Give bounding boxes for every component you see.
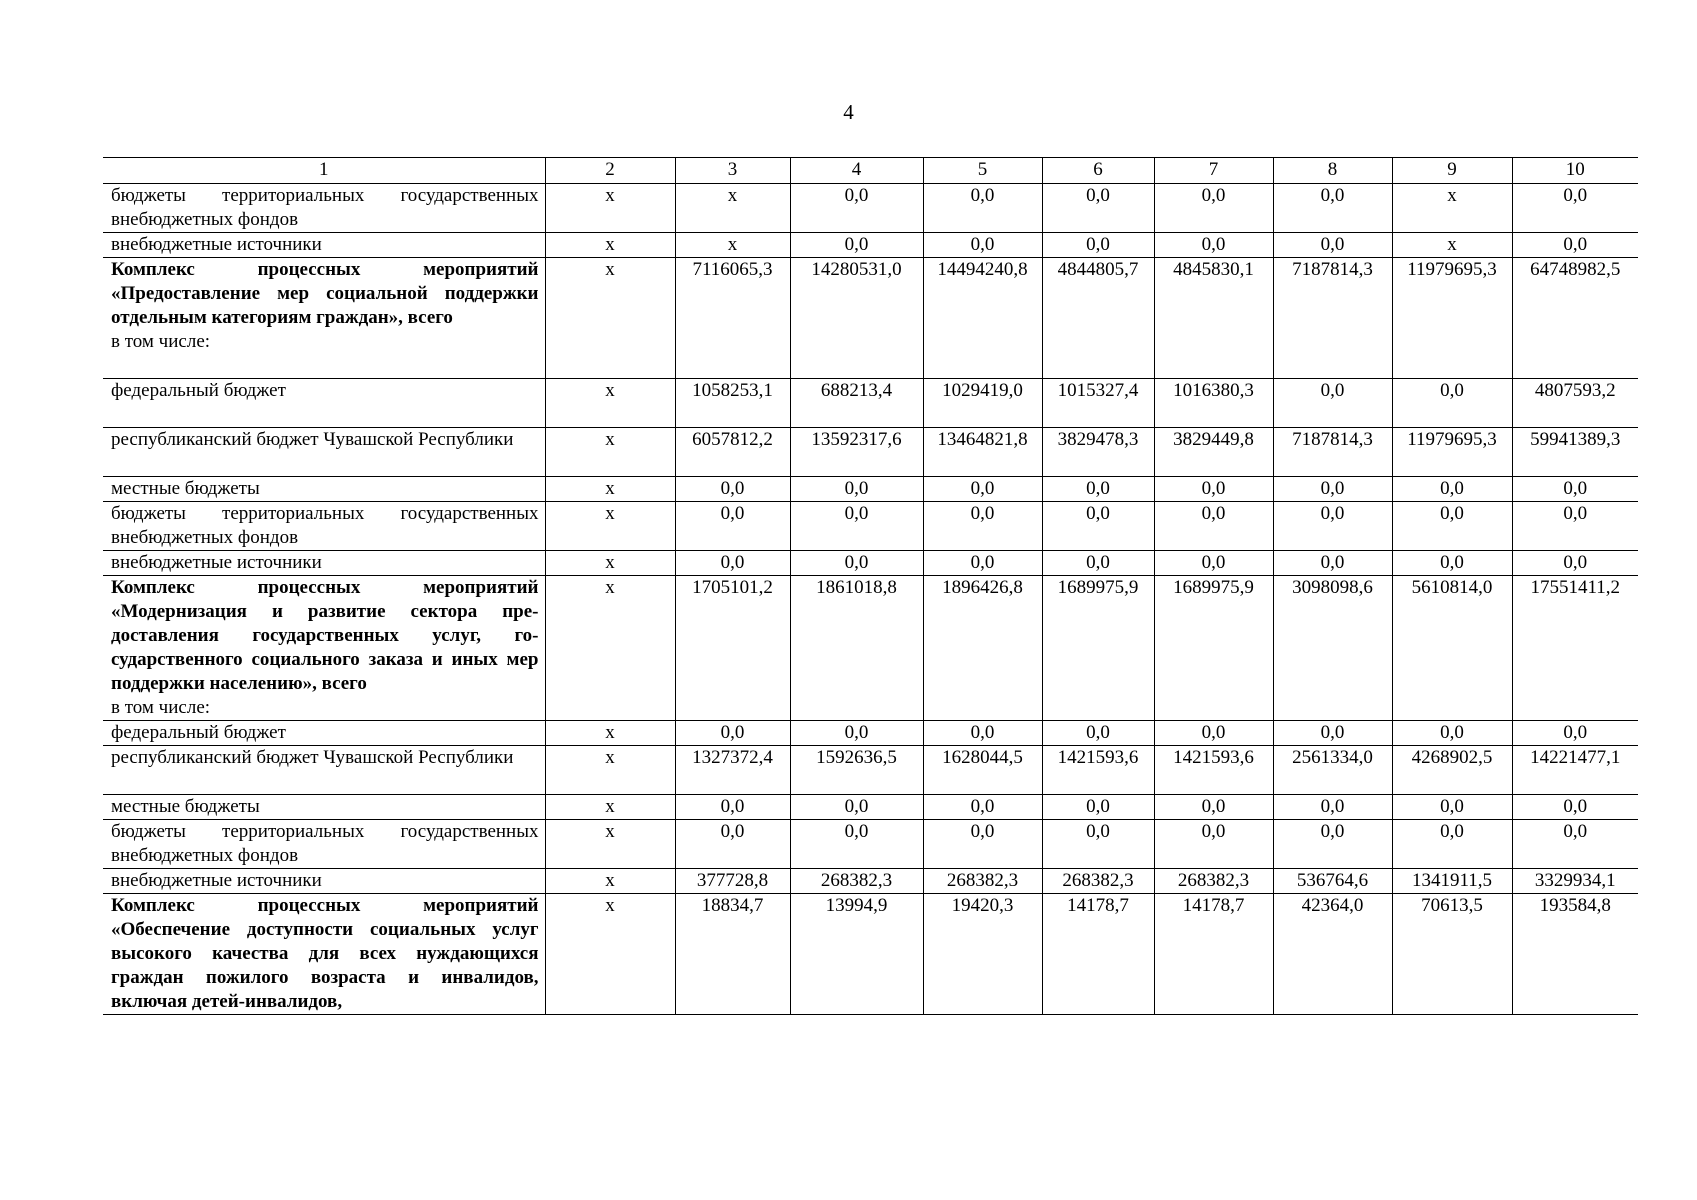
value-cell: 0,0 <box>1392 820 1512 869</box>
value-cell: 14280531,0 <box>790 258 923 379</box>
row-label-text: Комплекс процессных мероприятий «Предоставление мер социальной поддержки отдельным категориям граждан», всего <box>111 259 539 328</box>
value-cell: 4268902,5 <box>1392 746 1512 795</box>
value-cell: 0,0 <box>1042 502 1154 551</box>
table-row <box>103 428 1638 477</box>
row-label <box>103 820 545 869</box>
value-cell: 4845830,1 <box>1154 258 1273 379</box>
value-cell: x <box>675 184 790 233</box>
row-label-text: федеральный бюджет <box>111 722 286 743</box>
value-cell: 1029419,0 <box>923 379 1042 428</box>
table-row <box>103 820 1638 869</box>
row-label-text: бюджеты территориальных государственных внебюджетных фондов <box>111 185 539 230</box>
column-number: 4 <box>790 158 923 184</box>
value-cell: 1628044,5 <box>923 746 1042 795</box>
value-cell: 0,0 <box>1512 795 1638 820</box>
value-cell: 3829478,3 <box>1042 428 1154 477</box>
value-cell: 0,0 <box>1042 795 1154 820</box>
value-cell: 14178,7 <box>1042 894 1154 1015</box>
value-cell: 688213,4 <box>790 379 923 428</box>
value-cell: 42364,0 <box>1273 894 1392 1015</box>
value-cell: 0,0 <box>675 820 790 869</box>
column-number: 8 <box>1273 158 1392 184</box>
value-cell: 2561334,0 <box>1273 746 1392 795</box>
value-cell: 0,0 <box>1392 502 1512 551</box>
value-cell: 13464821,8 <box>923 428 1042 477</box>
value-cell: x <box>1392 233 1512 258</box>
value-cell: 14178,7 <box>1154 894 1273 1015</box>
value-cell: 0,0 <box>1273 551 1392 576</box>
value-cell: 0,0 <box>1154 184 1273 233</box>
value-cell: 0,0 <box>1392 551 1512 576</box>
value-cell: 0,0 <box>1512 551 1638 576</box>
value-cell: 1058253,1 <box>675 379 790 428</box>
value-cell: x <box>545 894 675 1015</box>
value-cell: 7116065,3 <box>675 258 790 379</box>
value-cell: 5610814,0 <box>1392 576 1512 721</box>
row-label-text: федеральный бюджет <box>111 380 286 401</box>
value-cell: 268382,3 <box>923 869 1042 894</box>
row-label-text: республиканский бюджет Чувашской Республики <box>111 747 514 768</box>
value-cell: x <box>1392 184 1512 233</box>
value-cell: 0,0 <box>1154 795 1273 820</box>
value-cell: 13994,9 <box>790 894 923 1015</box>
value-cell: x <box>545 869 675 894</box>
value-cell: 0,0 <box>790 820 923 869</box>
value-cell: 0,0 <box>923 795 1042 820</box>
value-cell: 268382,3 <box>1154 869 1273 894</box>
row-label <box>103 477 545 502</box>
table-row <box>103 551 1638 576</box>
value-cell: 0,0 <box>923 233 1042 258</box>
value-cell: 3098098,6 <box>1273 576 1392 721</box>
value-cell: 0,0 <box>790 721 923 746</box>
row-label <box>103 869 545 894</box>
value-cell: 18834,7 <box>675 894 790 1015</box>
value-cell: 59941389,3 <box>1512 428 1638 477</box>
value-cell: 0,0 <box>1154 502 1273 551</box>
value-cell: 1421593,6 <box>1154 746 1273 795</box>
value-cell: 0,0 <box>1512 233 1638 258</box>
value-cell: 0,0 <box>1042 477 1154 502</box>
column-number: 2 <box>545 158 675 184</box>
value-cell: 1592636,5 <box>790 746 923 795</box>
value-cell: 0,0 <box>1512 820 1638 869</box>
value-cell: 0,0 <box>1512 721 1638 746</box>
value-cell: 64748982,5 <box>1512 258 1638 379</box>
table-body <box>103 184 1638 1015</box>
row-label-text: местные бюджеты <box>111 478 260 499</box>
value-cell: x <box>545 379 675 428</box>
value-cell: 0,0 <box>923 721 1042 746</box>
value-cell: 6057812,2 <box>675 428 790 477</box>
page-number: 4 <box>843 100 854 124</box>
value-cell: x <box>545 820 675 869</box>
value-cell: 1327372,4 <box>675 746 790 795</box>
value-cell: 0,0 <box>1273 795 1392 820</box>
value-cell: 4844805,7 <box>1042 258 1154 379</box>
value-cell: 0,0 <box>1154 233 1273 258</box>
row-label <box>103 233 545 258</box>
table-row <box>103 379 1638 428</box>
value-cell: 1861018,8 <box>790 576 923 721</box>
value-cell: 0,0 <box>1042 551 1154 576</box>
row-label <box>103 746 545 795</box>
row-label-text: республиканский бюджет Чувашской Республики <box>111 429 514 450</box>
value-cell: 17551411,2 <box>1512 576 1638 721</box>
value-cell: 0,0 <box>790 551 923 576</box>
row-label <box>103 795 545 820</box>
value-cell: 0,0 <box>675 502 790 551</box>
value-cell: 0,0 <box>923 184 1042 233</box>
value-cell: 1341911,5 <box>1392 869 1512 894</box>
row-label <box>103 894 545 1015</box>
value-cell: 0,0 <box>923 551 1042 576</box>
column-number: 10 <box>1512 158 1638 184</box>
row-label <box>103 551 545 576</box>
value-cell: x <box>545 551 675 576</box>
value-cell: 0,0 <box>790 233 923 258</box>
value-cell: 14494240,8 <box>923 258 1042 379</box>
value-cell: 0,0 <box>1392 795 1512 820</box>
value-cell: 11979695,3 <box>1392 428 1512 477</box>
value-cell: 0,0 <box>1154 721 1273 746</box>
value-cell: x <box>545 746 675 795</box>
value-cell: x <box>545 502 675 551</box>
row-label <box>103 379 545 428</box>
value-cell: 0,0 <box>1273 184 1392 233</box>
table-row <box>103 184 1638 233</box>
value-cell: 193584,8 <box>1512 894 1638 1015</box>
table-row <box>103 576 1638 721</box>
value-cell: x <box>545 795 675 820</box>
row-label-text: внебюджетные источники <box>111 870 322 891</box>
value-cell: 268382,3 <box>790 869 923 894</box>
value-cell: 0,0 <box>923 502 1042 551</box>
value-cell: 0,0 <box>1042 184 1154 233</box>
row-label-subtext: в том числе: <box>111 697 211 718</box>
value-cell: 536764,6 <box>1273 869 1392 894</box>
table-row <box>103 795 1638 820</box>
row-label <box>103 721 545 746</box>
value-cell: 0,0 <box>1042 820 1154 869</box>
value-cell: 0,0 <box>790 184 923 233</box>
value-cell: 4807593,2 <box>1512 379 1638 428</box>
value-cell: 0,0 <box>790 795 923 820</box>
table-row <box>103 477 1638 502</box>
value-cell: 3329934,1 <box>1512 869 1638 894</box>
value-cell: 0,0 <box>1392 477 1512 502</box>
row-label-text: внебюджетные источники <box>111 234 322 255</box>
value-cell: x <box>545 721 675 746</box>
value-cell: 268382,3 <box>1042 869 1154 894</box>
value-cell: 0,0 <box>1273 379 1392 428</box>
value-cell: 0,0 <box>790 502 923 551</box>
table-row <box>103 869 1638 894</box>
column-number: 5 <box>923 158 1042 184</box>
column-number: 3 <box>675 158 790 184</box>
row-label-subtext: в том числе: <box>111 331 211 352</box>
value-cell: 3829449,8 <box>1154 428 1273 477</box>
value-cell: 0,0 <box>1273 233 1392 258</box>
row-label-text: Комплекс процессных мероприятий «Обеспечение доступности социальных услуг высокого качества для всех нуждающихся граждан пожилого возраста и инвалидов, включая детей-инвалидов, <box>111 895 539 1012</box>
value-cell: x <box>545 258 675 379</box>
value-cell: 0,0 <box>923 477 1042 502</box>
value-cell: 1689975,9 <box>1154 576 1273 721</box>
value-cell: 0,0 <box>1512 502 1638 551</box>
value-cell: 0,0 <box>923 820 1042 869</box>
column-number: 1 <box>103 158 545 184</box>
table-row <box>103 502 1638 551</box>
value-cell: x <box>545 477 675 502</box>
row-label <box>103 184 545 233</box>
table-row <box>103 721 1638 746</box>
value-cell: 0,0 <box>1042 721 1154 746</box>
value-cell: 13592317,6 <box>790 428 923 477</box>
row-label <box>103 502 545 551</box>
value-cell: x <box>545 428 675 477</box>
value-cell: 0,0 <box>1273 477 1392 502</box>
column-number-row <box>103 158 1638 184</box>
row-label-text: бюджеты территориальных государственных внебюджетных фондов <box>111 821 539 866</box>
value-cell: 1015327,4 <box>1042 379 1154 428</box>
value-cell: 11979695,3 <box>1392 258 1512 379</box>
column-number: 7 <box>1154 158 1273 184</box>
value-cell: 0,0 <box>1392 379 1512 428</box>
row-label-text: местные бюджеты <box>111 796 260 817</box>
value-cell: 1016380,3 <box>1154 379 1273 428</box>
row-label-text: бюджеты территориальных государственных внебюджетных фондов <box>111 503 539 548</box>
value-cell: 0,0 <box>1392 721 1512 746</box>
row-label <box>103 258 545 379</box>
value-cell: 0,0 <box>1273 502 1392 551</box>
value-cell: 7187814,3 <box>1273 258 1392 379</box>
table-row <box>103 746 1638 795</box>
value-cell: 0,0 <box>1273 820 1392 869</box>
table-row <box>103 258 1638 379</box>
value-cell: 0,0 <box>675 477 790 502</box>
table-row <box>103 894 1638 1015</box>
value-cell: x <box>545 233 675 258</box>
row-label <box>103 576 545 721</box>
value-cell: 1705101,2 <box>675 576 790 721</box>
value-cell: 70613,5 <box>1392 894 1512 1015</box>
value-cell: 377728,8 <box>675 869 790 894</box>
value-cell: 0,0 <box>1273 721 1392 746</box>
column-number: 6 <box>1042 158 1154 184</box>
table-row <box>103 233 1638 258</box>
value-cell: 0,0 <box>675 551 790 576</box>
value-cell: 0,0 <box>1154 477 1273 502</box>
value-cell: 14221477,1 <box>1512 746 1638 795</box>
value-cell: 0,0 <box>1512 184 1638 233</box>
column-number: 9 <box>1392 158 1512 184</box>
value-cell: 1689975,9 <box>1042 576 1154 721</box>
value-cell: 0,0 <box>675 795 790 820</box>
budget-table <box>103 157 1638 1015</box>
row-label <box>103 428 545 477</box>
value-cell: 0,0 <box>1512 477 1638 502</box>
row-label-text: внебюджетные источники <box>111 552 322 573</box>
value-cell: 0,0 <box>1154 551 1273 576</box>
row-label-text: Комплекс процессных мероприятий «Модернизация и развитие сектора предоставления государственных услуг, государственного социального заказа и иных мер поддержки населению», всего <box>111 577 539 694</box>
value-cell: 7187814,3 <box>1273 428 1392 477</box>
value-cell: 0,0 <box>790 477 923 502</box>
value-cell: x <box>675 233 790 258</box>
value-cell: x <box>545 184 675 233</box>
value-cell: 1421593,6 <box>1042 746 1154 795</box>
value-cell: 0,0 <box>1042 233 1154 258</box>
value-cell: 1896426,8 <box>923 576 1042 721</box>
value-cell: x <box>545 576 675 721</box>
value-cell: 0,0 <box>675 721 790 746</box>
value-cell: 0,0 <box>1154 820 1273 869</box>
value-cell: 19420,3 <box>923 894 1042 1015</box>
